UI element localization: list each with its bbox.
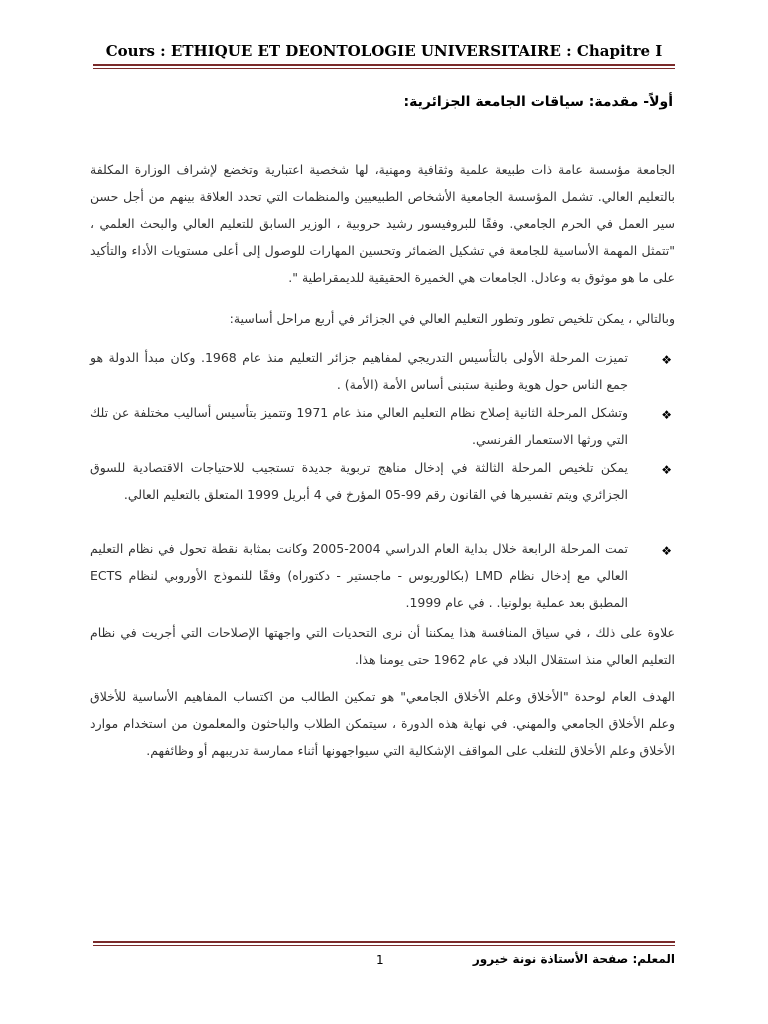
diamond-bullet-icon: ❖ (661, 544, 672, 558)
diamond-bullet-icon: ❖ (661, 353, 672, 367)
list-item (90, 535, 675, 616)
list-item-text: تميزت المرحلة الأولى بالتأسيس التدريجي لمفاهيم جزائر التعليم منذ عام 1968. وكان مبدأ الدولة هو جمع الناس حول هوية وطنية ستبنى أساس الأمة (الأمة) . (90, 350, 628, 392)
list-item-text: تمت المرحلة الرابعة خلال بداية العام الدراسي 2004-2005 وكانت بمثابة نقطة تحول في نظام التعليم العالي مع إدخال نظام LMD (بكالوريوس - ماجستير - دكتوراه) وفقًا للنموذج الأوروبي لنظام ECTS المطبق بعد عملية بولونيا. . في عام 1999. (90, 541, 629, 610)
footer-author: المعلم: صفحة الأستاذة نونة خيرور (472, 952, 675, 966)
header-rule-thin (93, 68, 675, 69)
document-header-title: Cours : ETHIQUE ET DEONTOLOGIE UNIVERSITAIRE : Chapitre I (105, 42, 663, 60)
header-rule-thick (93, 64, 675, 66)
intro-paragraph: الجامعة مؤسسة عامة ذات طبيعة علمية وثقافية ومهنية، لها شخصية اعتبارية وتخضع لإشراف الوزارة المكلفة بالتعليم العالي. تشمل المؤسسة الجامعية الأشخاص الطبيعيين والمنظمات التي تحدد العلاقة بينهم من أجل حسن سير العمل في الحرم الجامعي. وفقًا للبروفيسور رشيد حروبية ، الوزير السابق للتعليم العالي والبحث العلمي ، "تتمثل المهمة الأساسية للجامعة في تشكيل الضمائر وتحسين المهارات للوصول إلى أعلى مستويات الأداء والتأكيد على ما هو موثوق به وعادل. الجامعات هي الخميرة الحقيقية للديمقراطية ". (90, 162, 675, 285)
reforms-paragraph: علاوة على ذلك ، في سياق المنافسة هذا يمكننا أن نرى التحديات التي واجهتها الإصلاحات التي أجريت في نظام التعليم العالي منذ استقلال البلاد في عام 1962 حتى يومنا هذا. (90, 625, 675, 667)
section-title: أولاً- مقدمة: سياقات الجامعة الجزائرية: (403, 94, 673, 110)
list-item (90, 454, 675, 508)
diamond-bullet-icon: ❖ (661, 463, 672, 477)
objective-paragraph: الهدف العام لوحدة "الأخلاق وعلم الأخلاق الجامعي" هو تمكين الطالب من اكتساب المفاهيم الأساسية للأخلاق وعلم الأخلاق الجامعي والمهني. في نهاية هذه الدورة ، سيتمكن الطلاب والباحثون والمعلمون من استخدام موارد الأخلاق وعلم الأخلاق للتغلب على المواقف الإشكالية التي سيواجهونها أثناء ممارسة تدريبهم أو وظائفهم. (90, 689, 675, 758)
list-item (90, 399, 675, 453)
page-number: 1 (376, 953, 384, 967)
list-item-text: وتشكل المرحلة الثانية إصلاح نظام التعليم العالي منذ عام 1971 وتتميز بتأسيس أساليب مختلفة عن تلك التي ورثها الاستعمار الفرنسي. (90, 405, 628, 447)
list-item-text: يمكن تلخيص المرحلة الثالثة في إدخال مناهج تربوية جديدة تستجيب للاحتياجات الاقتصادية للسوق الجزائري ويتم تفسيرها في القانون رقم 99-05 المؤرخ في 4 أبريل 1999 المتعلق بالتعليم العالي. (90, 460, 628, 502)
list-item (90, 344, 675, 398)
diamond-bullet-icon: ❖ (661, 408, 672, 422)
footer-rule-thin (93, 945, 675, 946)
stages-lead-paragraph: وبالتالي ، يمكن تلخيص تطور وتطور التعليم العالي في الجزائر في أربع مراحل أساسية: (229, 311, 675, 326)
footer-rule-thick (93, 941, 675, 943)
